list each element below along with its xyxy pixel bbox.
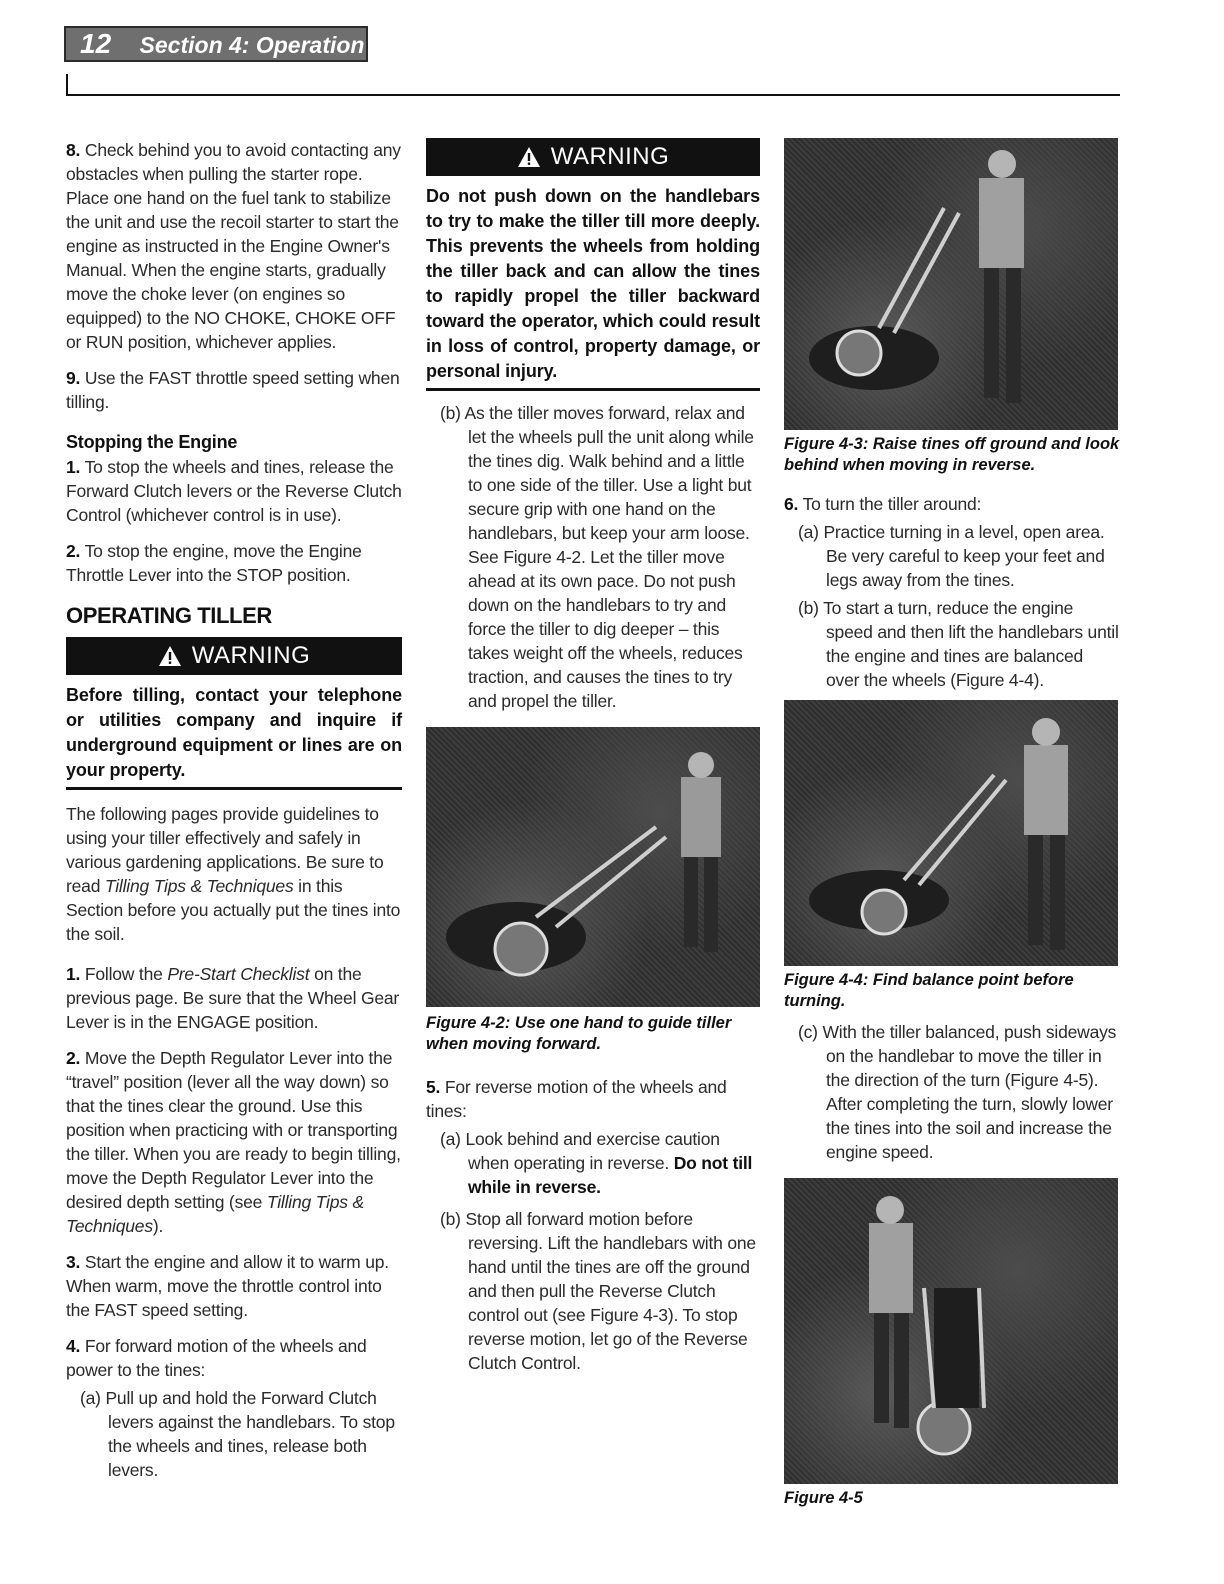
op-step-5a: (a) Look behind and exercise caution when operating in reverse. Do not till while in reverse. bbox=[440, 1129, 753, 1197]
warning-text-2: Do not push down on the handlebars to try to make the tiller till more deeply. This prevents the wheels from holding the tiller back and can allow the tines to rapidly propel the tiller backward toward the operator, which could result in loss of control, property damage, or personal injury. bbox=[426, 186, 760, 381]
op-step-5: 5. For reverse motion of the wheels and tines: bbox=[426, 1077, 727, 1121]
step-9: 9. Use the FAST throttle speed setting when tilling. bbox=[66, 368, 400, 412]
operating-tiller-heading: OPERATING TILLER bbox=[66, 603, 272, 628]
column-left bbox=[66, 138, 402, 1482]
figure-4-5-caption: Figure 4-5 bbox=[784, 1489, 863, 1507]
stop-step-2: 2. To stop the engine, move the Engine Throttle Lever into the STOP position. bbox=[66, 541, 362, 585]
figure-4-3-photo bbox=[784, 138, 1118, 430]
op-step-4a: (a) Pull up and hold the Forward Clutch levers against the handlebars. To stop the wheels and tines, release both levers. bbox=[80, 1388, 395, 1480]
op-step-1: 1. Follow the Pre-Start Checklist on the previous page. Be sure that the Wheel Gear Lever is in the ENGAGE position. bbox=[66, 964, 400, 1032]
op-step-6b: (b) To start a turn, reduce the engine speed and then lift the handlebars until the engine and tines are balanced over the wheels (Figure 4-4). bbox=[798, 598, 1119, 690]
op-step-6: 6. To turn the tiller around: bbox=[784, 494, 982, 514]
column-middle bbox=[426, 138, 760, 1375]
warning-text: Before tilling, contact your telephone or utilities company and inquire if underground equipment or lines are on your property. bbox=[66, 685, 402, 780]
figure-4-4-caption: Figure 4-4: Find balance point before turning. bbox=[784, 971, 1074, 1010]
intro-paragraph: The following pages provide guidelines to using your tiller effectively and safely in various gardening applications. Be sure to read Tilling Tips & Techniques in this Section before you actually put the tines into the soil. bbox=[66, 804, 401, 944]
op-step-4b: (b) As the tiller moves forward, relax and let the wheels pull the unit along while the tines dig. Walk behind and a little to one side of the tiller. Use a light but secure grip with one hand on the handlebars, but keep your arm loose. See Figure 4-2. Let the tiller move ahead at its own pace. Do not push down on the handlebars to try and force the tiller to dig deeper – this takes weight off the wheels, reduces traction, and causes the tines to try and propel the tiller. bbox=[440, 403, 754, 711]
op-step-2: 2. Move the Depth Regulator Lever into the “travel” position (lever all the way down) so that the tines clear the ground. Use this position when practicing with or transporting the tiller. When you are ready to begin tilling, move the Depth Regulator Lever into the desired depth setting (see Tilling Tips & Techniques). bbox=[66, 1048, 401, 1236]
stop-step-1: 1. To stop the wheels and tines, release the Forward Clutch levers or the Reverse Clutch Control (whichever control is in use). bbox=[66, 457, 402, 525]
warning-banner-2 bbox=[426, 138, 760, 176]
warning-banner bbox=[66, 637, 402, 675]
figure-4-3-caption: Figure 4-3: Raise tines off ground and look behind when moving in reverse. bbox=[784, 435, 1120, 474]
step-8: 8. Check behind you to avoid contacting any obstacles when pulling the starter rope. Place one hand on the fuel tank to stabilize the unit and use the recoil starter to start the engine as instructed in the Engine Owner's Manual. When the engine starts, gradually move the choke lever (on engines so equipped) to the NO CHOKE, CHOKE OFF or RUN position, whichever applies. bbox=[66, 140, 401, 352]
op-step-6a: (a) Practice turning in a level, open area. Be very careful to keep your feet and legs away from the tines. bbox=[798, 522, 1105, 590]
op-step-4: 4. For forward motion of the wheels and power to the tines: bbox=[66, 1336, 367, 1380]
figure-4-5-photo bbox=[784, 1178, 1118, 1484]
page-number: 12 bbox=[80, 28, 112, 59]
warning-label-2: WARNING bbox=[550, 143, 670, 170]
tiller-reverse-illustration bbox=[784, 138, 1118, 430]
figure-4-2-caption: Figure 4-2: Use one hand to guide tiller when moving forward. bbox=[426, 1014, 732, 1053]
op-step-3: 3. Start the engine and allow it to warm up. When warm, move the throttle control into the FAST speed setting. bbox=[66, 1252, 389, 1320]
figure-4-4-photo bbox=[784, 700, 1118, 966]
section-title: Section 4: Operation bbox=[139, 32, 365, 58]
header-rule-vertical bbox=[66, 74, 68, 96]
tiller-forward-illustration bbox=[426, 727, 760, 1007]
column-right bbox=[784, 138, 1120, 1509]
stopping-engine-heading: Stopping the Engine bbox=[66, 432, 238, 452]
figure-4-2-photo bbox=[426, 727, 760, 1007]
op-step-6c: (c) With the tiller balanced, push sideways on the handlebar to move the tiller in the direction of the turn (Figure 4-5). After completing the turn, slowly lower the tines into the soil and increase the engine speed. bbox=[798, 1022, 1117, 1162]
tiller-balance-illustration bbox=[784, 700, 1118, 966]
warning-triangle-icon bbox=[158, 645, 182, 667]
op-step-5b: (b) Stop all forward motion before reversing. Lift the handlebars with one hand until the tines are off the ground and then pull the Reverse Clutch control out (see Figure 4-3). To stop reverse motion, let go of the Reverse Clutch Control. bbox=[440, 1209, 756, 1373]
warning-triangle-icon bbox=[517, 146, 541, 168]
warning-rule bbox=[66, 787, 402, 790]
section-header-bar bbox=[64, 26, 368, 62]
warning-label: WARNING bbox=[191, 642, 311, 669]
tiller-turning-illustration bbox=[784, 1178, 1118, 1484]
warning-rule-2 bbox=[426, 388, 760, 391]
header-rule-horizontal bbox=[66, 94, 1120, 96]
